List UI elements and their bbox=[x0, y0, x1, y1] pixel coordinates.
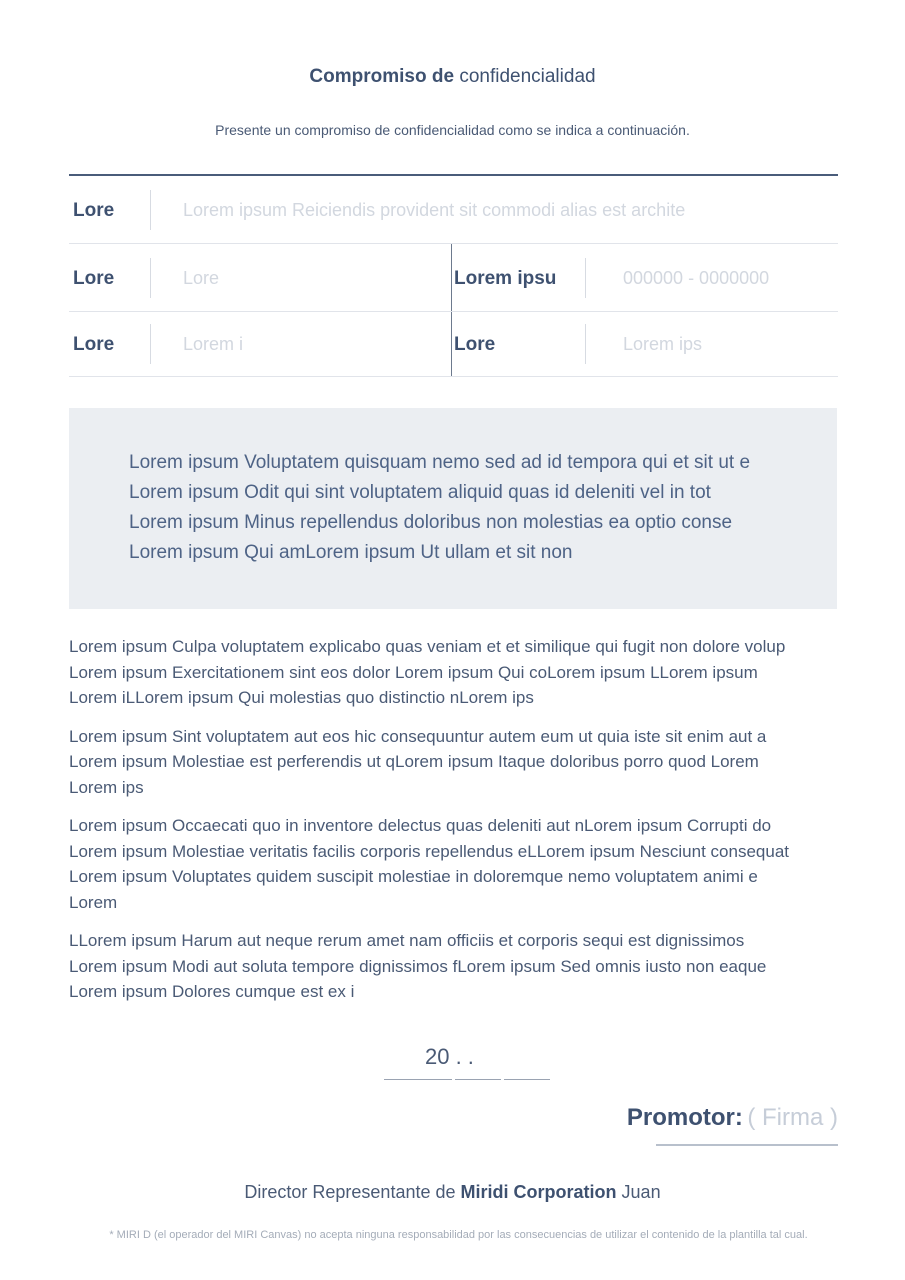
notice-line: Lorem ipsum Voluptatem quisquam nemo sed ad id tempora qui et sit ut e bbox=[129, 452, 751, 473]
paragraph-4 bbox=[69, 928, 849, 1005]
row1-label: Lore bbox=[73, 200, 115, 221]
notice-line: Lorem ipsum Odit qui sint voluptatem aliquid quas id deleniti vel in tot bbox=[129, 482, 711, 503]
row2-right-label: Lorem ipsu bbox=[454, 268, 557, 289]
paragraph-line: Lorem ipsum Culpa voluptatem explicabo quas veniam et et similique qui fugit non dolore volup bbox=[69, 637, 786, 656]
date-field[interactable] bbox=[384, 1044, 554, 1084]
paragraph-line: Lorem ipsum Voluptates quidem suscipit molestiae in doloremque nemo voluptatem animi e bbox=[69, 867, 758, 886]
form-row-1 bbox=[69, 176, 838, 244]
paragraph-line: Lorem ipsum Dolores cumque est ex i bbox=[69, 982, 355, 1001]
date-text: 20 . . bbox=[425, 1044, 474, 1069]
date-year-line bbox=[384, 1079, 452, 1080]
director-name: Juan bbox=[621, 1182, 661, 1202]
row2-right-value[interactable]: 000000 - 0000000 bbox=[623, 268, 770, 288]
notice-line: Lorem ipsum Minus repellendus doloribus non molestias ea optio conse bbox=[129, 512, 733, 533]
paragraph-line: Lorem ips bbox=[69, 777, 144, 797]
signature-field[interactable]: ( Firma ) bbox=[747, 1104, 838, 1131]
row2-right-separator bbox=[585, 258, 586, 298]
row3-left-label: Lore bbox=[73, 334, 115, 355]
disclaimer-footnote: * MIRI D (el operador del MIRI Canvas) no acepta ninguna responsabilidad por las consecuencias de utilizar el contenido de la plantilla tal cual. bbox=[109, 1229, 808, 1241]
page-title bbox=[0, 66, 905, 88]
paragraph-line: Lorem ipsum Sint voluptatem aut eos hic consequuntur autem eum ut quia iste sit enim aut a bbox=[69, 726, 767, 746]
row2-left-value[interactable]: Lore bbox=[183, 268, 220, 288]
paragraph-line: Lorem ipsum Molestiae est perferendis ut qLorem ipsum Itaque doloribus porro quod Lorem bbox=[69, 752, 759, 771]
title-rest: confidencialidad bbox=[459, 66, 596, 87]
paragraph-line: Lorem ipsum Modi aut soluta tempore dignissimos fLorem ipsum Sed omnis iusto non eaque bbox=[69, 956, 767, 976]
signature-line bbox=[656, 1144, 838, 1146]
row3-left-separator bbox=[150, 324, 151, 364]
form-row-3 bbox=[69, 312, 838, 377]
info-form bbox=[69, 174, 838, 377]
row1-separator bbox=[150, 190, 151, 230]
signature-label: Promotor: bbox=[626, 1104, 743, 1131]
notice-line: Lorem ipsum Qui amLorem ipsum Ut ullam et sit non bbox=[129, 542, 573, 563]
title-bold: Compromiso de bbox=[309, 66, 455, 87]
body-text bbox=[69, 634, 849, 1018]
paragraph-1 bbox=[69, 634, 849, 711]
row3-right-value[interactable]: Lorem ips bbox=[623, 334, 703, 354]
form-row-2 bbox=[69, 244, 838, 312]
paragraph-line: Lorem ipsum Exercitationem sint eos dolor Lorem ipsum Qui coLorem ipsum LLorem ipsum bbox=[69, 662, 758, 682]
paragraph-3 bbox=[69, 813, 849, 915]
row2-left-label: Lore bbox=[73, 268, 115, 289]
date-month-line bbox=[455, 1079, 501, 1080]
signature-block bbox=[627, 1104, 838, 1132]
company-name: Miridi Corporation bbox=[460, 1182, 617, 1202]
row3-right-separator bbox=[585, 324, 586, 364]
paragraph-line: LLorem ipsum Harum aut neque rerum amet nam officiis et corporis sequi est dignissimos bbox=[69, 931, 745, 950]
notice-box bbox=[69, 408, 837, 609]
row3-right-label: Lore bbox=[454, 334, 496, 355]
row2-left-separator bbox=[150, 258, 151, 298]
paragraph-line: Lorem ipsum Molestiae veritatis facilis corporis repellendus eLLorem ipsum Nesciunt consequat bbox=[69, 841, 789, 861]
director-line bbox=[0, 1182, 905, 1203]
paragraph-line: Lorem iLLorem ipsum Qui molestias quo distinctio nLorem ips bbox=[69, 688, 534, 707]
director-prefix: Director Representante de bbox=[244, 1182, 456, 1202]
row2-divider bbox=[451, 244, 452, 311]
row3-left-value[interactable]: Lorem i bbox=[183, 334, 244, 354]
row3-divider bbox=[451, 312, 452, 376]
paragraph-line: Lorem ipsum Occaecati quo in inventore delectus quas deleniti aut nLorem ipsum Corrupti do bbox=[69, 816, 772, 835]
paragraph-line: Lorem bbox=[69, 892, 118, 912]
date-day-line bbox=[504, 1079, 550, 1080]
row1-value[interactable]: Lorem ipsum Reiciendis provident sit commodi alias est archite bbox=[183, 200, 686, 220]
paragraph-2 bbox=[69, 724, 849, 801]
page-subtitle: Presente un compromiso de confidencialidad como se indica a continuación. bbox=[215, 122, 690, 138]
